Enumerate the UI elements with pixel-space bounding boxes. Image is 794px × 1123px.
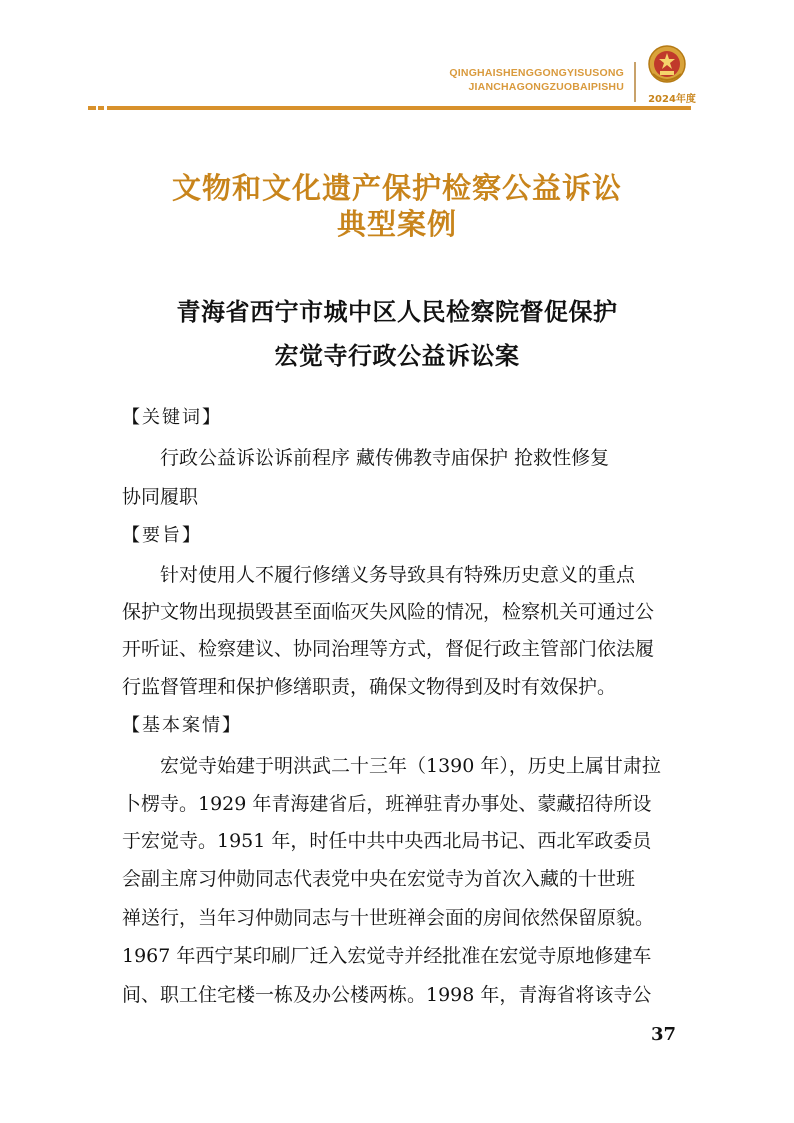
basic-facts-line: 间、职工住宅楼一栋及办公楼两栋。1998 年，青海省将该寺公: [122, 984, 652, 1006]
keywords-heading: 【关键词】: [122, 407, 222, 428]
header-pinyin: [449, 66, 624, 94]
basic-facts-line: 禅送行，当年习仲勋同志与十世班禅会面的房间依然保留原貌。: [122, 907, 655, 929]
gist-line: 开听证、检察建议、协同治理等方式，督促行政主管部门依法履: [122, 638, 655, 660]
header-rule-dot: [88, 106, 96, 110]
header-year: 2024年度: [648, 94, 696, 105]
gist-line: 针对使用人不履行修缮义务导致具有特殊历史意义的重点: [160, 564, 636, 586]
case-title-line1: 青海省西宁市城中区人民检察院督促保护: [176, 297, 618, 326]
basic-facts-line: 1967 年西宁某印刷厂迁入宏觉寺并经批准在宏觉寺原地修建车: [122, 945, 652, 967]
basic-facts-heading: 【基本案情】: [122, 715, 242, 736]
main-title-line2: 典型案例: [336, 207, 457, 241]
page-number: 37: [651, 1024, 677, 1045]
procuratorate-emblem-icon: [647, 44, 687, 86]
basic-facts-line: 卜楞寺。1929 年青海建省后，班禅驻青办事处、蒙藏招待所设: [122, 793, 652, 815]
case-title-line2: 宏觉寺行政公益诉讼案: [274, 341, 520, 370]
header-pinyin-line1: QINGHAISHENGGONGYISUSONG: [449, 67, 624, 79]
basic-facts-line: 于宏觉寺。1951 年，时任中共中央西北局书记、西北军政委员: [122, 830, 652, 852]
main-title-line1: 文物和文化遗产保护检察公益诉讼: [171, 171, 622, 205]
keywords-line: 协同履职: [122, 486, 199, 508]
gist-line: 行监督管理和保护修缮职责，确保文物得到及时有效保护。: [122, 676, 617, 698]
gist-line: 保护文物出现损毁甚至面临灭失风险的情况，检察机关可通过公: [122, 601, 655, 623]
header-rule: [107, 106, 691, 110]
basic-facts-line: 宏觉寺始建于明洪武二十三年（1390 年），历史上属甘肃拉: [160, 755, 661, 777]
header-rule-dot: [98, 106, 104, 110]
header-divider: [634, 62, 636, 102]
gist-heading: 【要旨】: [122, 525, 202, 546]
basic-facts-line: 会副主席习仲勋同志代表党中央在宏觉寺为首次入藏的十世班: [122, 868, 636, 890]
keywords-line: 行政公益诉讼诉前程序 藏传佛教寺庙保护 抢救性修复: [160, 447, 610, 469]
header-pinyin-line2: JIANCHAGONGZUOBAIPISHU: [468, 81, 624, 93]
